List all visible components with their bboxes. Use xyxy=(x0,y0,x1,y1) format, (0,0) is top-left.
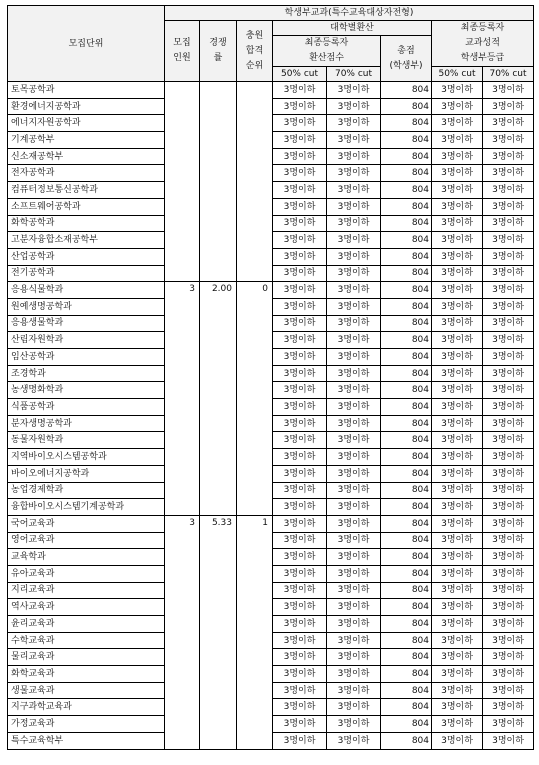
conv-cut70: 3명이하 xyxy=(327,265,381,282)
grade-cut50: 3명이하 xyxy=(432,716,483,733)
conv-cut70: 3명이하 xyxy=(327,549,381,566)
dept-name: 지리교육과 xyxy=(8,582,165,599)
header-final-grade: 최종등록자 교과성적 학생부등급 xyxy=(432,21,534,67)
grade-cut70: 3명이하 xyxy=(483,632,534,649)
dept-name: 융합바이오시스템기계공학과 xyxy=(8,499,165,516)
grade-cut70: 3명이하 xyxy=(483,148,534,165)
grade-cut50: 3명이하 xyxy=(432,732,483,749)
conv-cut70: 3명이하 xyxy=(327,682,381,699)
conv-cut70: 3명이하 xyxy=(327,232,381,249)
header-final-conv: 최종등록자 환산점수 xyxy=(273,36,381,67)
total-score: 804 xyxy=(381,699,432,716)
conv-cut50: 3명이하 xyxy=(273,415,327,432)
grade-cut50: 3명이하 xyxy=(432,98,483,115)
dept-name: 화학공학과 xyxy=(8,215,165,232)
header-grade-cut70: 70% cut xyxy=(483,67,534,82)
grade-cut50: 3명이하 xyxy=(432,565,483,582)
header-conv-cut50: 50% cut xyxy=(273,67,327,82)
table-row xyxy=(8,515,534,532)
grade-cut70: 3명이하 xyxy=(483,499,534,516)
conv-cut70: 3명이하 xyxy=(327,332,381,349)
group-inwon xyxy=(165,82,200,282)
grade-cut50: 3명이하 xyxy=(432,148,483,165)
grade-cut70: 3명이하 xyxy=(483,265,534,282)
total-score: 804 xyxy=(381,298,432,315)
conv-cut70: 3명이하 xyxy=(327,115,381,132)
conv-cut70: 3명이하 xyxy=(327,382,381,399)
grade-cut50: 3명이하 xyxy=(432,165,483,182)
grade-cut50: 3명이하 xyxy=(432,449,483,466)
grade-cut50: 3명이하 xyxy=(432,632,483,649)
total-score: 804 xyxy=(381,432,432,449)
dept-name: 국어교육과 xyxy=(8,515,165,532)
grade-cut70: 3명이하 xyxy=(483,415,534,432)
grade-cut70: 3명이하 xyxy=(483,732,534,749)
total-score: 804 xyxy=(381,198,432,215)
grade-cut70: 3명이하 xyxy=(483,565,534,582)
grade-cut50: 3명이하 xyxy=(432,315,483,332)
conv-cut50: 3명이하 xyxy=(273,532,327,549)
grade-cut70: 3명이하 xyxy=(483,616,534,633)
grade-cut70: 3명이하 xyxy=(483,182,534,199)
conv-cut70: 3명이하 xyxy=(327,98,381,115)
dept-name: 수학교육과 xyxy=(8,632,165,649)
conv-cut50: 3명이하 xyxy=(273,248,327,265)
total-score: 804 xyxy=(381,382,432,399)
dept-name: 분자생명공학과 xyxy=(8,415,165,432)
grade-cut50: 3명이하 xyxy=(432,515,483,532)
total-score: 804 xyxy=(381,499,432,516)
conv-cut70: 3명이하 xyxy=(327,465,381,482)
dept-name: 유아교육과 xyxy=(8,565,165,582)
conv-cut70: 3명이하 xyxy=(327,215,381,232)
conv-cut70: 3명이하 xyxy=(327,282,381,299)
conv-cut70: 3명이하 xyxy=(327,298,381,315)
conv-cut50: 3명이하 xyxy=(273,315,327,332)
conv-cut50: 3명이하 xyxy=(273,616,327,633)
grade-cut50: 3명이하 xyxy=(432,699,483,716)
conv-cut70: 3명이하 xyxy=(327,148,381,165)
total-score: 804 xyxy=(381,349,432,366)
grade-cut50: 3명이하 xyxy=(432,582,483,599)
grade-cut50: 3명이하 xyxy=(432,482,483,499)
grade-cut70: 3명이하 xyxy=(483,432,534,449)
grade-cut50: 3명이하 xyxy=(432,365,483,382)
conv-cut70: 3명이하 xyxy=(327,198,381,215)
total-score: 804 xyxy=(381,549,432,566)
conv-cut70: 3명이하 xyxy=(327,349,381,366)
group-inwon: 3 xyxy=(165,515,200,749)
dept-name: 물리교육과 xyxy=(8,649,165,666)
grade-cut70: 3명이하 xyxy=(483,82,534,99)
conv-cut50: 3명이하 xyxy=(273,382,327,399)
grade-cut50: 3명이하 xyxy=(432,616,483,633)
conv-cut50: 3명이하 xyxy=(273,565,327,582)
total-score: 804 xyxy=(381,332,432,349)
dept-name: 원예생명공학과 xyxy=(8,298,165,315)
conv-cut50: 3명이하 xyxy=(273,98,327,115)
grade-cut50: 3명이하 xyxy=(432,349,483,366)
dept-name: 지역바이오시스템공학과 xyxy=(8,449,165,466)
total-score: 804 xyxy=(381,666,432,683)
dept-name: 윤리교육과 xyxy=(8,616,165,633)
conv-cut70: 3명이하 xyxy=(327,315,381,332)
conv-cut50: 3명이하 xyxy=(273,298,327,315)
grade-cut70: 3명이하 xyxy=(483,365,534,382)
dept-name: 생물교육과 xyxy=(8,682,165,699)
grade-cut70: 3명이하 xyxy=(483,465,534,482)
conv-cut70: 3명이하 xyxy=(327,365,381,382)
conv-cut50: 3명이하 xyxy=(273,115,327,132)
grade-cut50: 3명이하 xyxy=(432,415,483,432)
dept-name: 역사교육과 xyxy=(8,599,165,616)
grade-cut50: 3명이하 xyxy=(432,499,483,516)
grade-cut70: 3명이하 xyxy=(483,649,534,666)
conv-cut70: 3명이하 xyxy=(327,132,381,149)
conv-cut50: 3명이하 xyxy=(273,499,327,516)
dept-name: 환경에너지공학과 xyxy=(8,98,165,115)
group-rank: 0 xyxy=(237,282,273,516)
grade-cut70: 3명이하 xyxy=(483,232,534,249)
total-score: 804 xyxy=(381,682,432,699)
group-rate: 2.00 xyxy=(200,282,237,516)
total-score: 804 xyxy=(381,515,432,532)
conv-cut70: 3명이하 xyxy=(327,666,381,683)
total-score: 804 xyxy=(381,616,432,633)
total-score: 804 xyxy=(381,282,432,299)
grade-cut70: 3명이하 xyxy=(483,532,534,549)
conv-cut50: 3명이하 xyxy=(273,282,327,299)
table-body xyxy=(8,82,534,750)
dept-name: 기계공학부 xyxy=(8,132,165,149)
conv-cut50: 3명이하 xyxy=(273,649,327,666)
grade-cut50: 3명이하 xyxy=(432,666,483,683)
conv-cut70: 3명이하 xyxy=(327,716,381,733)
dept-name: 영어교육과 xyxy=(8,532,165,549)
header-inwon: 모집 인원 xyxy=(165,21,200,82)
group-inwon: 3 xyxy=(165,282,200,516)
dept-name: 바이오에너지공학과 xyxy=(8,465,165,482)
total-score: 804 xyxy=(381,265,432,282)
dept-name: 전자공학과 xyxy=(8,165,165,182)
conv-cut50: 3명이하 xyxy=(273,465,327,482)
total-score: 804 xyxy=(381,98,432,115)
grade-cut70: 3명이하 xyxy=(483,716,534,733)
grade-cut50: 3명이하 xyxy=(432,465,483,482)
grade-cut70: 3명이하 xyxy=(483,349,534,366)
header-conv-cut70: 70% cut xyxy=(327,67,381,82)
dept-name: 컴퓨터정보통신공학과 xyxy=(8,182,165,199)
grade-cut70: 3명이하 xyxy=(483,98,534,115)
conv-cut70: 3명이하 xyxy=(327,449,381,466)
conv-cut50: 3명이하 xyxy=(273,349,327,366)
group-rank xyxy=(237,82,273,282)
total-score: 804 xyxy=(381,649,432,666)
grade-cut70: 3명이하 xyxy=(483,298,534,315)
dept-name: 조경학과 xyxy=(8,365,165,382)
conv-cut50: 3명이하 xyxy=(273,515,327,532)
conv-cut70: 3명이하 xyxy=(327,432,381,449)
group-rate xyxy=(200,82,237,282)
grade-cut70: 3명이하 xyxy=(483,515,534,532)
conv-cut50: 3명이하 xyxy=(273,632,327,649)
conv-cut50: 3명이하 xyxy=(273,332,327,349)
total-score: 804 xyxy=(381,732,432,749)
table-header xyxy=(8,6,534,82)
conv-cut70: 3명이하 xyxy=(327,515,381,532)
header-daehak: 대학별환산 xyxy=(273,21,432,36)
grade-cut50: 3명이하 xyxy=(432,248,483,265)
admission-results-table xyxy=(7,5,534,750)
grade-cut50: 3명이하 xyxy=(432,198,483,215)
grade-cut70: 3명이하 xyxy=(483,215,534,232)
conv-cut50: 3명이하 xyxy=(273,215,327,232)
total-score: 804 xyxy=(381,215,432,232)
conv-cut70: 3명이하 xyxy=(327,182,381,199)
admission-results-document xyxy=(7,5,534,750)
total-score: 804 xyxy=(381,165,432,182)
header-rate: 경쟁 률 xyxy=(200,21,237,82)
grade-cut50: 3명이하 xyxy=(432,649,483,666)
conv-cut70: 3명이하 xyxy=(327,732,381,749)
total-score: 804 xyxy=(381,148,432,165)
grade-cut50: 3명이하 xyxy=(432,332,483,349)
conv-cut70: 3명이하 xyxy=(327,565,381,582)
conv-cut50: 3명이하 xyxy=(273,449,327,466)
grade-cut50: 3명이하 xyxy=(432,298,483,315)
dept-name: 교육학과 xyxy=(8,549,165,566)
total-score: 804 xyxy=(381,565,432,582)
grade-cut50: 3명이하 xyxy=(432,132,483,149)
grade-cut70: 3명이하 xyxy=(483,582,534,599)
total-score: 804 xyxy=(381,315,432,332)
header-mojip: 모집단위 xyxy=(8,6,165,82)
grade-cut70: 3명이하 xyxy=(483,699,534,716)
conv-cut50: 3명이하 xyxy=(273,399,327,416)
table-row xyxy=(8,282,534,299)
conv-cut50: 3명이하 xyxy=(273,482,327,499)
total-score: 804 xyxy=(381,465,432,482)
total-score: 804 xyxy=(381,232,432,249)
conv-cut70: 3명이하 xyxy=(327,482,381,499)
grade-cut50: 3명이하 xyxy=(432,182,483,199)
grade-cut70: 3명이하 xyxy=(483,132,534,149)
conv-cut50: 3명이하 xyxy=(273,699,327,716)
header-total: 총점 (학생부) xyxy=(381,36,432,82)
conv-cut70: 3명이하 xyxy=(327,632,381,649)
total-score: 804 xyxy=(381,132,432,149)
grade-cut70: 3명이하 xyxy=(483,449,534,466)
conv-cut50: 3명이하 xyxy=(273,432,327,449)
total-score: 804 xyxy=(381,399,432,416)
grade-cut70: 3명이하 xyxy=(483,382,534,399)
total-score: 804 xyxy=(381,365,432,382)
grade-cut50: 3명이하 xyxy=(432,382,483,399)
conv-cut50: 3명이하 xyxy=(273,365,327,382)
grade-cut50: 3명이하 xyxy=(432,215,483,232)
conv-cut70: 3명이하 xyxy=(327,165,381,182)
dept-name: 에너지자원공학과 xyxy=(8,115,165,132)
grade-cut50: 3명이하 xyxy=(432,599,483,616)
grade-cut70: 3명이하 xyxy=(483,682,534,699)
grade-cut50: 3명이하 xyxy=(432,265,483,282)
conv-cut70: 3명이하 xyxy=(327,699,381,716)
total-score: 804 xyxy=(381,182,432,199)
dept-name: 임산공학과 xyxy=(8,349,165,366)
dept-name: 지구과학교육과 xyxy=(8,699,165,716)
total-score: 804 xyxy=(381,716,432,733)
dept-name: 농생명화학과 xyxy=(8,382,165,399)
dept-name: 특수교육학부 xyxy=(8,732,165,749)
conv-cut50: 3명이하 xyxy=(273,599,327,616)
grade-cut50: 3명이하 xyxy=(432,82,483,99)
grade-cut50: 3명이하 xyxy=(432,532,483,549)
conv-cut50: 3명이하 xyxy=(273,549,327,566)
grade-cut50: 3명이하 xyxy=(432,682,483,699)
conv-cut50: 3명이하 xyxy=(273,582,327,599)
grade-cut70: 3명이하 xyxy=(483,282,534,299)
grade-cut70: 3명이하 xyxy=(483,399,534,416)
header-grade-cut50: 50% cut xyxy=(432,67,483,82)
conv-cut50: 3명이하 xyxy=(273,716,327,733)
dept-name: 동물자원학과 xyxy=(8,432,165,449)
total-score: 804 xyxy=(381,415,432,432)
conv-cut50: 3명이하 xyxy=(273,732,327,749)
grade-cut50: 3명이하 xyxy=(432,282,483,299)
grade-cut70: 3명이하 xyxy=(483,666,534,683)
total-score: 804 xyxy=(381,248,432,265)
total-score: 804 xyxy=(381,599,432,616)
conv-cut70: 3명이하 xyxy=(327,599,381,616)
total-score: 804 xyxy=(381,115,432,132)
dept-name: 화학교육과 xyxy=(8,666,165,683)
conv-cut70: 3명이하 xyxy=(327,649,381,666)
grade-cut50: 3명이하 xyxy=(432,232,483,249)
conv-cut50: 3명이하 xyxy=(273,666,327,683)
conv-cut50: 3명이하 xyxy=(273,265,327,282)
dept-name: 산림자원학과 xyxy=(8,332,165,349)
conv-cut70: 3명이하 xyxy=(327,532,381,549)
conv-cut70: 3명이하 xyxy=(327,399,381,416)
conv-cut50: 3명이하 xyxy=(273,198,327,215)
conv-cut70: 3명이하 xyxy=(327,248,381,265)
grade-cut70: 3명이하 xyxy=(483,482,534,499)
dept-name: 신소재공학부 xyxy=(8,148,165,165)
dept-name: 전기공학과 xyxy=(8,265,165,282)
conv-cut50: 3명이하 xyxy=(273,232,327,249)
grade-cut70: 3명이하 xyxy=(483,549,534,566)
grade-cut70: 3명이하 xyxy=(483,332,534,349)
conv-cut50: 3명이하 xyxy=(273,82,327,99)
grade-cut70: 3명이하 xyxy=(483,115,534,132)
conv-cut70: 3명이하 xyxy=(327,499,381,516)
conv-cut50: 3명이하 xyxy=(273,148,327,165)
grade-cut50: 3명이하 xyxy=(432,549,483,566)
dept-name: 응용식물학과 xyxy=(8,282,165,299)
grade-cut70: 3명이하 xyxy=(483,248,534,265)
group-rate: 5.33 xyxy=(200,515,237,749)
dept-name: 농업경제학과 xyxy=(8,482,165,499)
header-chungwon: 충원 합격 순위 xyxy=(237,21,273,82)
grade-cut50: 3명이하 xyxy=(432,432,483,449)
conv-cut50: 3명이하 xyxy=(273,165,327,182)
dept-name: 식품공학과 xyxy=(8,399,165,416)
table-row xyxy=(8,82,534,99)
dept-name: 고분자융합소재공학부 xyxy=(8,232,165,249)
total-score: 804 xyxy=(381,482,432,499)
total-score: 804 xyxy=(381,449,432,466)
conv-cut70: 3명이하 xyxy=(327,415,381,432)
conv-cut50: 3명이하 xyxy=(273,182,327,199)
group-rank: 1 xyxy=(237,515,273,749)
dept-name: 응용생물학과 xyxy=(8,315,165,332)
total-score: 804 xyxy=(381,532,432,549)
grade-cut70: 3명이하 xyxy=(483,315,534,332)
conv-cut70: 3명이하 xyxy=(327,616,381,633)
grade-cut50: 3명이하 xyxy=(432,115,483,132)
total-score: 804 xyxy=(381,632,432,649)
grade-cut70: 3명이하 xyxy=(483,599,534,616)
conv-cut70: 3명이하 xyxy=(327,82,381,99)
total-score: 804 xyxy=(381,82,432,99)
dept-name: 토목공학과 xyxy=(8,82,165,99)
conv-cut50: 3명이하 xyxy=(273,682,327,699)
grade-cut70: 3명이하 xyxy=(483,198,534,215)
grade-cut70: 3명이하 xyxy=(483,165,534,182)
dept-name: 산업공학과 xyxy=(8,248,165,265)
conv-cut70: 3명이하 xyxy=(327,582,381,599)
dept-name: 소프트웨어공학과 xyxy=(8,198,165,215)
conv-cut50: 3명이하 xyxy=(273,132,327,149)
header-track: 학생부교과(특수교육대상자전형) xyxy=(165,6,534,21)
grade-cut50: 3명이하 xyxy=(432,399,483,416)
dept-name: 가정교육과 xyxy=(8,716,165,733)
total-score: 804 xyxy=(381,582,432,599)
